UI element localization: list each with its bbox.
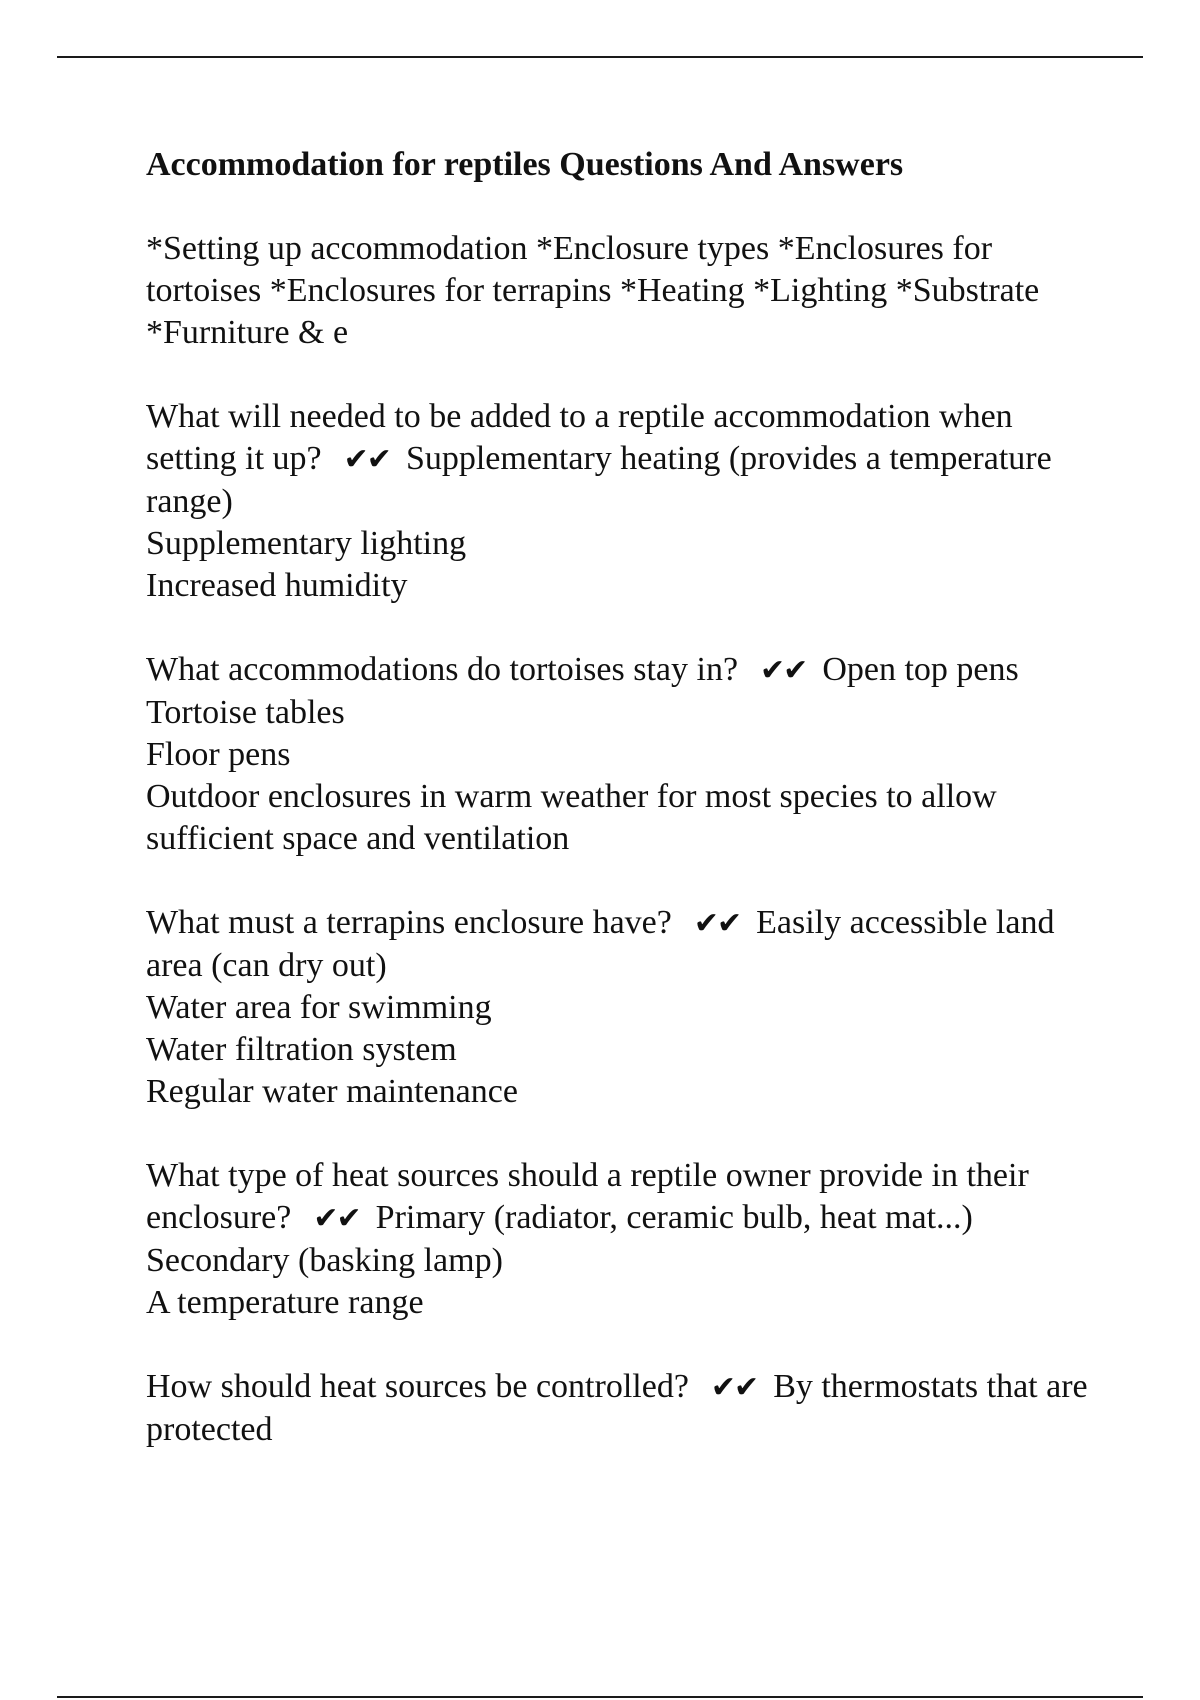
qa-item: [146, 1155, 1106, 1324]
answer-text: Primary (radiator, ceramic bulb, heat mat...): [375, 1199, 973, 1236]
document-body: [146, 144, 1106, 1493]
answer-line: Water filtration system: [146, 1031, 457, 1068]
qa-item: [146, 1366, 1106, 1451]
answer-text: Supplementary heating (provides a temperature range): [146, 440, 1052, 520]
document-intro: *Setting up accommodation *Enclosure types *Enclosures for tortoises *Enclosures for terrapins *Heating *Lighting *Substrate *Furniture & e: [146, 230, 1040, 351]
answer-line: Increased humidity: [146, 567, 408, 604]
answer-line: Regular water maintenance: [146, 1073, 518, 1110]
question-text: What type of heat sources should a reptile owner provide in their enclosure?: [146, 1157, 1029, 1236]
answer-line: Supplementary lighting: [146, 525, 467, 562]
qa-item: [146, 396, 1106, 607]
answer-text: By thermostats that are protected: [146, 1368, 1088, 1448]
answer-text: Easily accessible land area (can dry out): [146, 904, 1055, 984]
answer-line: A temperature range: [146, 1284, 424, 1321]
check-mark-icon: ✔✔: [760, 653, 807, 688]
check-mark-icon: ✔✔: [343, 442, 390, 477]
answer-line: Water area for swimming: [146, 989, 492, 1026]
check-mark-icon: ✔✔: [313, 1201, 360, 1236]
question-text: How should heat sources be controlled?: [146, 1368, 689, 1405]
answer-line: Tortoise tables: [146, 694, 345, 731]
qa-item: [146, 902, 1106, 1113]
answer-line: Outdoor enclosures in warm weather for most species to allow sufficient space and ventilation: [146, 778, 997, 857]
qa-item: [146, 649, 1106, 860]
answer-text: Open top pens: [822, 651, 1019, 688]
answer-line: Floor pens: [146, 736, 291, 773]
page-header-rule: [57, 56, 1143, 58]
question-text: What accommodations do tortoises stay in?: [146, 651, 739, 688]
question-text: What will needed to be added to a reptile accommodation when setting it up?: [146, 398, 1013, 477]
question-text: What must a terrapins enclosure have?: [146, 904, 672, 941]
page-footer-rule: [57, 1696, 1143, 1698]
document-title: Accommodation for reptiles Questions And Answers: [146, 146, 904, 183]
check-mark-icon: ✔✔: [710, 1370, 758, 1405]
answer-line: Secondary (basking lamp): [146, 1242, 503, 1279]
check-mark-icon: ✔✔: [693, 906, 741, 941]
